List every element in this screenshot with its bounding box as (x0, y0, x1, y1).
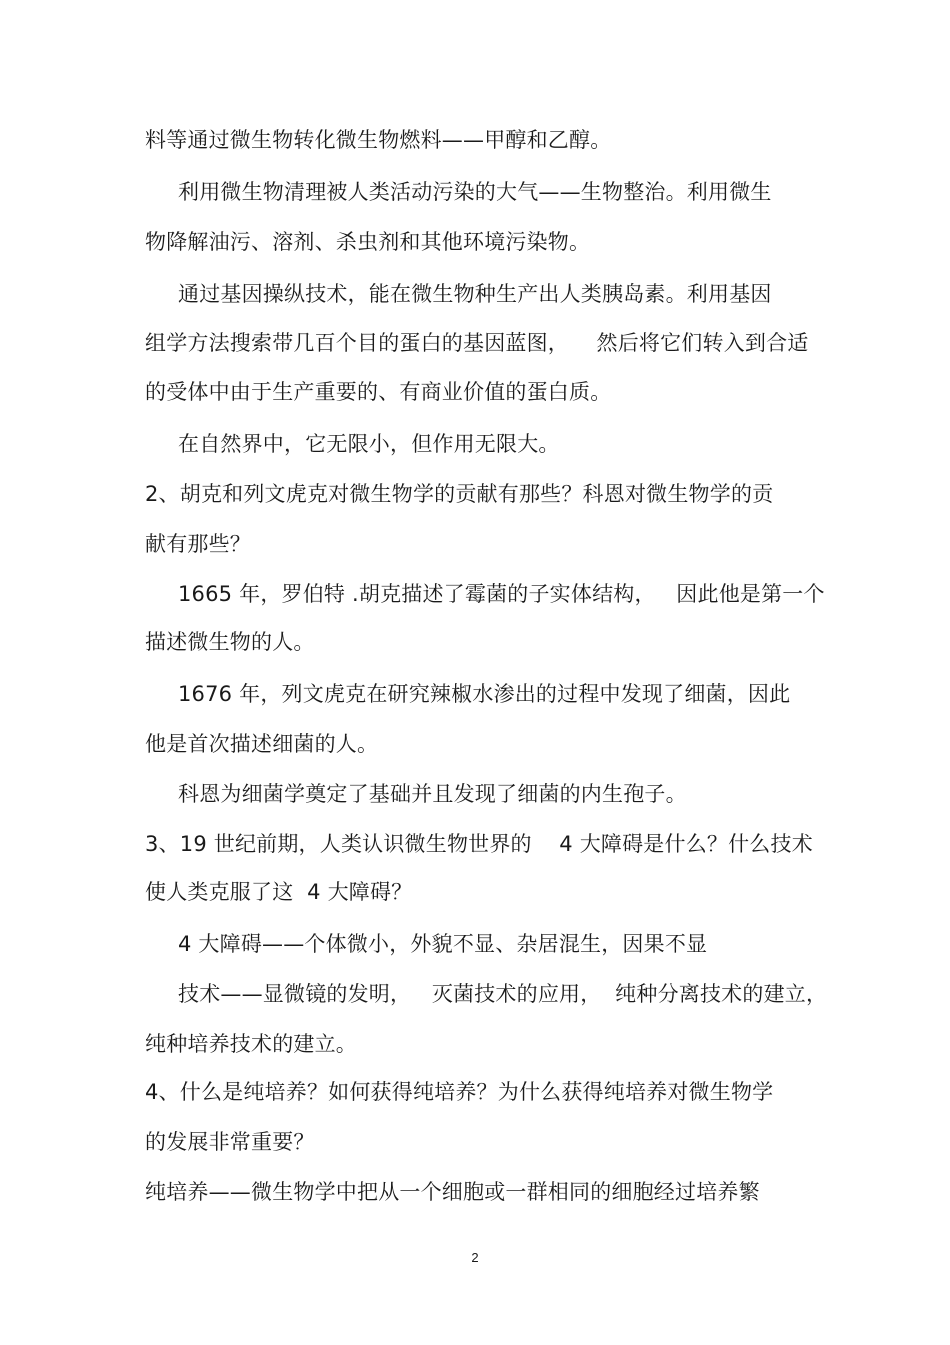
text-line: 的受体中由于生产重要的、有商业价值的蛋白质。 (145, 380, 612, 404)
text-line: 物降解油污、溶剂、杀虫剂和其他环境污染物。 (145, 230, 591, 254)
text-line: 他是首次描述细菌的人。 (145, 732, 379, 756)
text-line: 纯培养——微生物学中把从一个细胞或一群相同的细胞经过培养繁 (145, 1180, 760, 1204)
question-heading: 使人类克服了这 4 大障碍？ (145, 880, 413, 904)
question-heading: 4、什么是纯培养？如何获得纯培养？为什么获得纯培养对微生物学 (145, 1080, 774, 1104)
text-line: 利用微生物清理被人类活动污染的大气——生物整治。利用微生 (178, 180, 772, 204)
text-line: 在自然界中，它无限小，但作用无限大。 (178, 432, 560, 456)
text-line: 描述微生物的人。 (145, 630, 315, 654)
text-line: 技术——显微镜的发明， 灭菌技术的应用， 纯种分离技术的建立， (178, 982, 828, 1006)
question-heading: 3、19 世纪前期，人类认识微生物世界的 4 大障碍是什么？什么技术 (145, 832, 813, 856)
text-line: 组学方法搜索带几百个目的蛋白的基因蓝图， 然后将它们转入到合适 (145, 331, 809, 355)
question-heading: 2、胡克和列文虎克对微生物学的贡献有那些？科恩对微生物学的贡 (145, 482, 774, 506)
question-heading: 的发展非常重要？ (145, 1130, 315, 1154)
text-line: 1676 年，列文虎克在研究辣椒水渗出的过程中发现了细菌，因此 (178, 682, 791, 706)
text-line: 纯种培养技术的建立。 (145, 1032, 357, 1056)
text-line: 通过基因操纵技术，能在微生物种生产出人类胰岛素。利用基因 (178, 282, 772, 306)
text-line: 科恩为细菌学奠定了基础并且发现了细菌的内生孢子。 (178, 782, 687, 806)
text-line: 4 大障碍——个体微小，外貌不显、杂居混生，因果不显 (178, 932, 708, 956)
page-number: 2 (471, 1250, 479, 1265)
text-line: 1665 年，罗伯特 .胡克描述了霉菌的子实体结构， 因此他是第一个 (178, 582, 825, 606)
text-line: 料等通过微生物转化微生物燃料——甲醇和乙醇。 (145, 128, 612, 152)
question-heading: 献有那些？ (145, 532, 251, 556)
